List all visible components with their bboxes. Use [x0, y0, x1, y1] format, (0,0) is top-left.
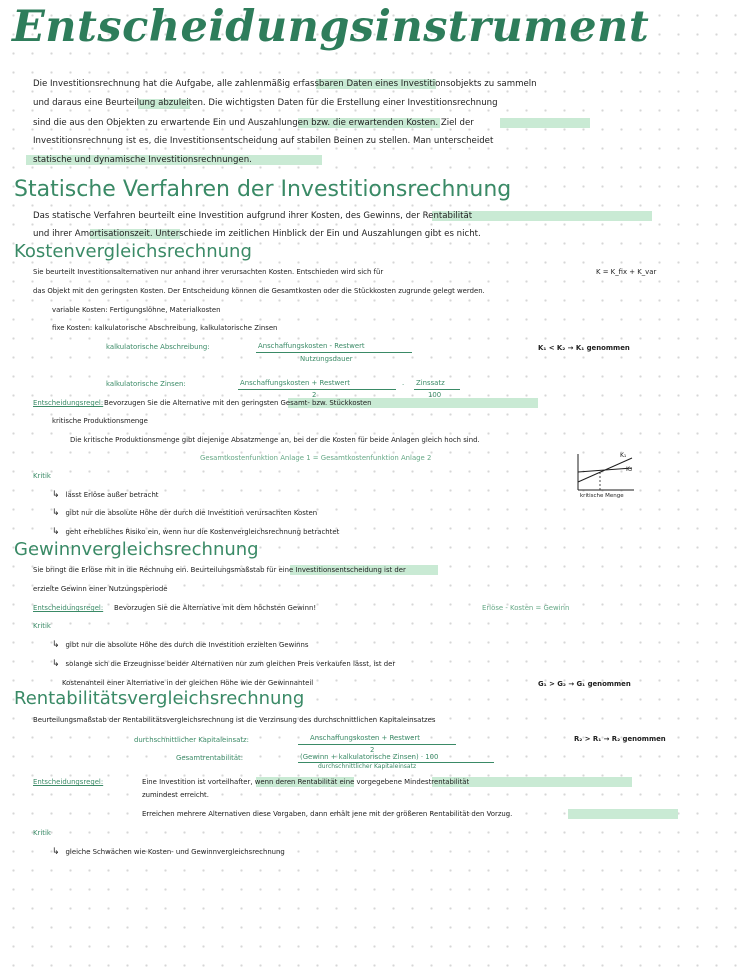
- gr-numerator: (Gewinn + kalkulatorische Zinsen) · 100: [300, 753, 439, 761]
- rent-kritik-label: Kritik: [33, 829, 51, 837]
- rent-regel-text-3: Erreichen mehrere Alternativen diese Vorgaben, dann erhält jene mit der größeren Rentabilität den Vorzug.: [142, 810, 513, 818]
- heading-statische-verfahren: Statische Verfahren der Investitionsrechnung: [14, 177, 512, 202]
- intro-line-5: statische und dynamische Investitionsrechnungen.: [33, 155, 252, 165]
- zinsen-numerator: Anschaffungskosten + Restwert: [240, 379, 350, 387]
- abschreibung-label: kalkulatorische Abschreibung:: [106, 343, 210, 351]
- g-compare: G₁ > G₂ → G₁ genommen: [538, 680, 631, 688]
- gr-label: Gesamtrentabilität:: [176, 754, 244, 762]
- kosten-fix: fixe Kosten: kalkulatorische Abschreibung, kalkulatorische Zinsen: [52, 324, 278, 332]
- k-compare: K₁ < K₂ → K₁ genommen: [538, 344, 630, 352]
- kritisch-text: Die kritische Produktionsmenge gibt diejenige Absatzmenge an, bei der die Kosten für beide Anlagen gleich hoch sind.: [70, 436, 480, 444]
- rent-regel-text-2: zumindest erreicht.: [142, 791, 209, 799]
- gewinn-kritik-2: ↳ solange sich die Erzeugnisse beider Alternativen nur zum gleichen Preis verkaufen lässt, ist der: [52, 659, 396, 669]
- page-title: Entscheidungsinstrument: [12, 2, 650, 52]
- statisch-line-1: Das statische Verfahren beurteilt eine Investition aufgrund ihrer Kosten, des Gewinns, der Rentabilität: [33, 211, 473, 221]
- dk-label: durchschnittlicher Kapitaleinsatz:: [134, 736, 249, 744]
- zinssatz-denominator: 100: [428, 391, 442, 399]
- kosten-line-2: das Objekt mit den geringsten Kosten. Der Entscheidung können die Gesamtkosten oder die Stückkosten zugrunde gelegt werden.: [33, 287, 485, 295]
- gewinn-formula: Erlöse - Kosten = Gewinn: [482, 604, 570, 612]
- rent-regel-label: Entscheidungsregel:: [33, 778, 104, 786]
- intro-line-3: sind die aus den Objekten zu erwartende Ein und Auszahlungen bzw. die erwartenden Kosten. Ziel der: [33, 118, 474, 128]
- intro-line-1: Die Investitionsrechnung hat die Aufgabe, alle zahlenmäßig erfassbaren Daten eines Investitionsobjekts zu sammeln: [33, 79, 537, 89]
- kritisch-label: kritische Produktionsmenge: [52, 417, 148, 425]
- gewinn-line-2: erzielte Gewinn einer Nutzungsperiode: [33, 585, 168, 593]
- dk-numerator: Anschaffungskosten + Restwert: [310, 734, 420, 742]
- kosten-variable: variable Kosten: Fertigungslöhne, Materialkosten: [52, 306, 221, 314]
- kosten-kritik-2: ↳ gibt nur die absolute Höhe der durch die Investition verursachten Kosten: [52, 508, 318, 518]
- abschreibung-denominator: Nutzungsdauer: [300, 355, 353, 363]
- kosten-regel-text: Bevorzugen Sie die Alternative mit den geringsten Gesamt- bzw. Stückkosten: [104, 399, 372, 407]
- zinssatz-numerator: Zinssatz: [416, 379, 445, 387]
- zinsen-denominator: 2: [312, 391, 317, 399]
- kritisch-formula: Gesamtkostenfunktion Anlage 1 = Gesamtkostenfunktion Anlage 2: [200, 454, 432, 462]
- graph-label-k2: K₂: [626, 466, 633, 473]
- gewinn-regel-text: Bevorzugen Sie die Alternative mit dem höchsten Gewinn!: [114, 604, 317, 612]
- times-sign: ·: [402, 381, 405, 389]
- abschreibung-numerator: Anschaffungskosten - Restwert: [258, 342, 365, 350]
- gewinn-kritik-cont: Kostenanteil einer Alternative in der gleichen Höhe wie der Gewinnanteil: [62, 679, 314, 687]
- kosten-kritik-label: Kritik: [33, 472, 51, 480]
- intro-line-4: Investitionsrechnung ist es, die Investitionsentscheidung auf stabilen Beinen zu stellen. Man unterscheidet: [33, 136, 494, 146]
- kosten-regel-label: Entscheidungsregel:: [33, 399, 104, 407]
- dk-denominator: 2: [370, 746, 375, 754]
- gewinn-kritik-label: Kritik: [33, 622, 51, 630]
- gewinn-regel-label: Entscheidungsregel:: [33, 604, 104, 612]
- gewinn-line-1: Sie bringt die Erlöse mit in die Rechnung ein. Beurteilungsmaßstab für eine Investitionsentscheidung ist der: [33, 566, 406, 574]
- statisch-line-2: und ihrer Amortisationszeit. Unterschiede im zeitlichen Hinblick der Ein und Auszahlungen gibt es nicht.: [33, 229, 481, 239]
- zinsen-label: kalkulatorische Zinsen:: [106, 380, 186, 388]
- kosten-kritik-3: ↳ geht erhebliches Risiko ein, wenn nur die Kostenvergleichsrechnung betrachtet: [52, 527, 340, 537]
- rent-line-1: Beurteilungsmaßstab der Rentabilitätsvergleichsrechnung ist die Verzinsung des durchschnittlichen Kapitaleinsatzes: [33, 716, 436, 724]
- heading-kostenvergleich: Kostenvergleichsrechnung: [14, 241, 252, 262]
- intro-line-2: und daraus eine Beurteilung abzuleiten. Die wichtigsten Daten für die Erstellung einer Investitionsrechnung: [33, 98, 498, 108]
- kosten-kritik-1: ↳ lässt Erlöse außer betracht: [52, 490, 159, 500]
- graph-label-x: kritische Menge: [580, 493, 624, 499]
- heading-gewinnvergleich: Gewinnvergleichsrechnung: [14, 539, 259, 560]
- rent-kritik-1: ↳ gleiche Schwächen wie Kosten- und Gewinnvergleichsrechnung: [52, 847, 285, 857]
- kosten-formula-k: K = K_fix + K_var: [596, 268, 657, 276]
- rent-regel-text: Eine Investition ist vorteilhafter, wenn deren Rentabilität eine vorgegebene Mindestrentabilität: [142, 778, 470, 786]
- r-compare: R₂ > R₁ → R₂ genommen: [574, 735, 666, 743]
- gr-denominator: durchschnittlicher Kapitaleinsatz: [318, 763, 417, 770]
- graph-label-k1: K₁: [620, 452, 627, 459]
- kosten-line-1: Sie beurteilt Investitionsalternativen nur anhand ihrer verursachten Kosten. Entschieden wird sich für: [33, 268, 384, 276]
- gewinn-kritik-1: ↳ gibt nur die absolute Höhe des durch die Investition erzielten Gewinns: [52, 640, 309, 650]
- heading-rentabilitaet: Rentabilitätsvergleichsrechnung: [14, 688, 305, 709]
